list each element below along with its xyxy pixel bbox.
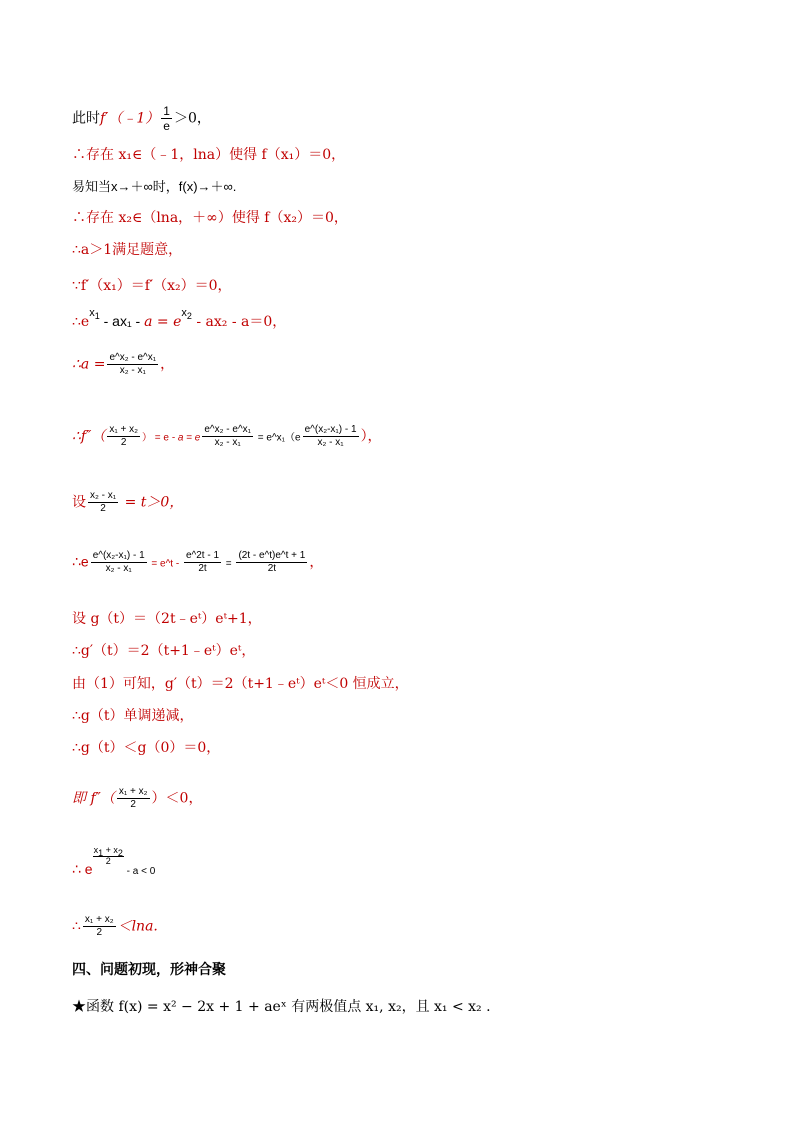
l9-suffix: ）， [360, 428, 382, 445]
line-2: ∴存在 x₁∈（﹣1，lna）使得 f（x₁）＝0， [72, 147, 346, 163]
l18-prefix: ∴ e [72, 861, 93, 877]
l11-eq: = [223, 558, 235, 570]
l19-num: x₁ + x₂ [84, 914, 114, 925]
l17-den: 2 [130, 799, 136, 810]
l10-prefix: 设 [72, 494, 86, 511]
l11-frac2-num: e^2t - 1 [185, 550, 220, 561]
l8-suffix: ， [160, 356, 175, 373]
l18-suffix: - a < 0 [123, 866, 156, 877]
l7-d: - ax₂ - a＝0， [191, 314, 287, 330]
line-12: 设 g（t）＝（2t﹣eᵗ）eᵗ+1， [72, 611, 262, 627]
line-16: ∴g（t）＜g（0）＝0， [72, 740, 221, 756]
line-3: 易知当x→＋∞时，f(x)→＋∞. [72, 179, 237, 194]
l11-mid: = e^t - [148, 558, 182, 570]
l10-num: x₂ - x₁ [90, 490, 117, 501]
l17-fraction [117, 786, 150, 811]
line-14: 由（1）可知，g′（t）＝2（t+1﹣eᵗ）eᵗ＜0 恒成立， [72, 676, 409, 692]
l9-mid3: = e^x₁（e [255, 432, 301, 444]
l10-suffix: = t＞0， [120, 494, 184, 511]
l9-prefix: ∴f″（ [72, 428, 106, 445]
line-7 [72, 307, 287, 330]
l1-func: f′（﹣1） [100, 110, 160, 127]
l9-frac2-den: x₂ - x₁ [214, 437, 241, 448]
l11-frac1-den: x₂ - x₁ [105, 563, 132, 574]
line-18 [72, 845, 156, 883]
l17-num: x₁ + x₂ [118, 786, 148, 797]
l7-c: a = e [144, 314, 182, 330]
l11-frac3-num: (2t - e^t)e^t + 1 [238, 550, 306, 561]
l9-frac2-num: e^x₂ - e^x₁ [204, 424, 252, 435]
l9-fraction-3 [303, 424, 359, 449]
l1-prefix: 此时 [72, 110, 100, 127]
l11-frac3-den: 2t [267, 563, 277, 574]
l10-fraction [88, 490, 118, 515]
l11-fraction-1 [91, 550, 147, 575]
line-6: ∵f′（x₁）＝f′（x₂）＝0， [72, 278, 232, 294]
line-8 [72, 352, 174, 377]
l9-frac-den: 2 [120, 437, 127, 448]
l1-suffix: ＞0， [173, 110, 211, 127]
line-5: ∴a＞1满足题意， [72, 242, 183, 258]
l7-exp-2: x2 [181, 307, 192, 322]
l9-frac3-num: e^(x₂-x₁) - 1 [304, 424, 357, 435]
line-15: ∴g（t）单调递减， [72, 708, 194, 724]
l8-den: x₂ - x₁ [119, 365, 146, 376]
l18-exp-den: 2 [105, 855, 111, 866]
l19-den: 2 [96, 927, 103, 938]
l9-fraction-1 [107, 424, 140, 449]
line-4: ∴存在 x₂∈（lna，＋∞）使得 f（x₂）＝0， [72, 210, 348, 226]
l19-prefix: ∴ [72, 918, 81, 935]
l11-fraction-2 [184, 550, 221, 575]
line-9 [72, 424, 382, 449]
l9-frac-num: x₁ + x₂ [109, 424, 138, 435]
line-11 [72, 550, 323, 575]
line-13: ∴g′（t）＝2（t+1﹣eᵗ）eᵗ， [72, 643, 256, 659]
l17-suffix: ）＜0， [151, 790, 203, 807]
l9-mid2: - a = e [168, 432, 201, 444]
l11-fraction-3 [236, 550, 307, 575]
l1-fraction [161, 104, 172, 133]
l7-exp-1: x1 [89, 307, 100, 322]
l8-prefix: ∴a = [72, 356, 106, 373]
l18-exp-num: $x_1 + x_2$ [93, 845, 123, 858]
section-heading: 四、问题初现，形神合聚 [72, 962, 226, 978]
line-10 [72, 490, 183, 515]
l1-frac-den: e [163, 119, 170, 133]
l19-suffix: ＜lna. [117, 918, 158, 935]
l17-prefix: 即 f″（ [72, 790, 115, 807]
l10-den: 2 [100, 503, 106, 514]
l11-suffix: ， [309, 554, 324, 571]
l19-fraction [83, 914, 116, 939]
l11-prefix: ∴e [72, 553, 89, 570]
line-1 [72, 104, 211, 133]
l1-frac-num: 1 [163, 104, 170, 118]
l9-frac3-den: x₂ - x₁ [317, 437, 344, 448]
line-19 [72, 914, 158, 939]
l18-exp-fraction [93, 846, 124, 867]
l11-frac2-den: 2t [198, 563, 207, 574]
l11-frac1-num: e^(x₂-x₁) - 1 [92, 550, 145, 561]
l9-mid1: ） = e [141, 432, 169, 444]
l9-fraction-2 [202, 424, 253, 449]
l8-fraction [107, 352, 158, 377]
l7-a: ∴e [72, 314, 90, 330]
l8-num: e^x₂ - e^x₁ [109, 352, 157, 363]
l7-b: - ax₁ - [99, 313, 145, 329]
line-17 [72, 786, 202, 811]
problem-statement: ★函数 f(x) = x² − 2x + 1 + aeˣ 有两极值点 x₁, x₂，且 x₁ < x₂ . [72, 999, 491, 1015]
